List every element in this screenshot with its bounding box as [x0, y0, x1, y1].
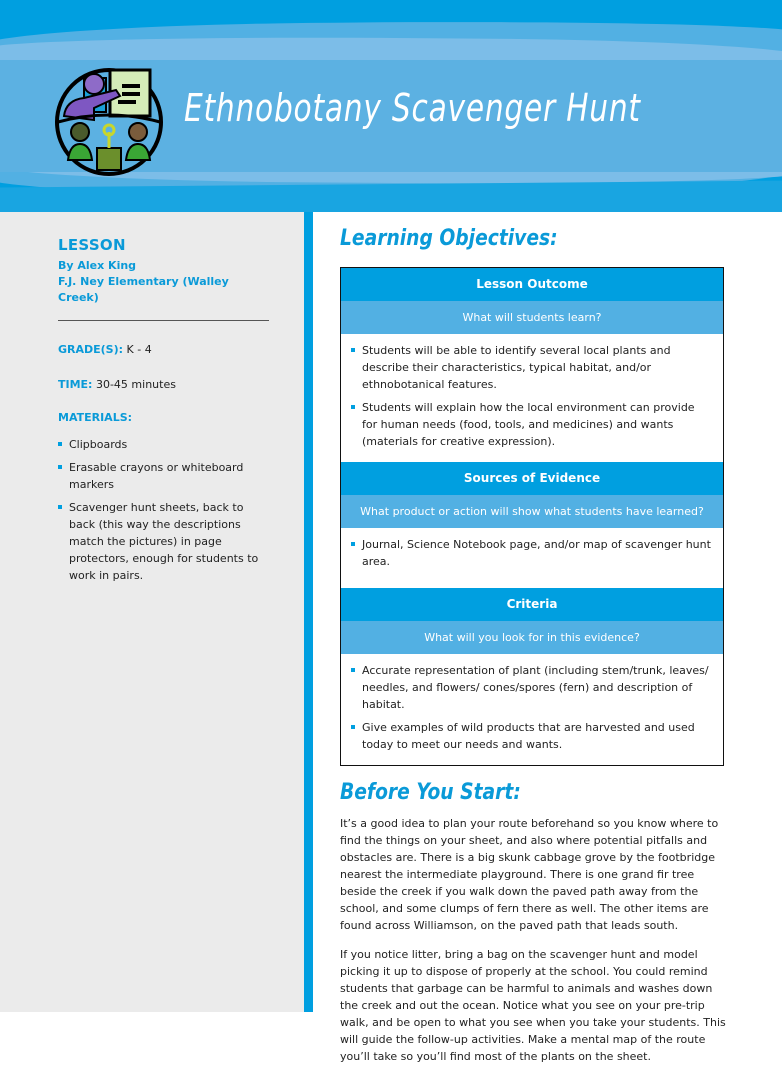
list-item: Clipboards: [58, 436, 270, 453]
divider: [58, 320, 269, 321]
section-title: Sources of Evidence: [341, 462, 723, 495]
time-value: 30-45 minutes: [95, 378, 176, 391]
materials-label: MATERIALS:: [58, 411, 133, 424]
lesson-label: LESSON: [58, 236, 126, 254]
section-title: Lesson Outcome: [341, 268, 723, 301]
time-field: [58, 378, 270, 391]
objectives-heading: Learning Objectives:: [340, 226, 558, 251]
column-divider: [304, 212, 313, 1012]
grades-value: K - 4: [126, 343, 152, 356]
list-item: Accurate representation of plant (including stem/trunk, leaves/ needles, and flowers/ cones/spores (fern) and description of habitat.: [351, 662, 713, 713]
section-question: What will you look for in this evidence?: [341, 621, 723, 654]
list-item: Scavenger hunt sheets, back to back (this way the descriptions match the pictures) in page protectors, enough for students to work in pairs.: [58, 499, 270, 584]
header-banner: [0, 0, 782, 212]
list-item: Students will explain how the local environment can provide for human needs (food, tools, and medicines) and wants (materials for creative expression).: [351, 399, 713, 450]
section-title: Criteria: [341, 588, 723, 621]
materials-list: [58, 436, 270, 584]
author: By Alex King: [58, 259, 137, 272]
objectives-table: [340, 267, 724, 766]
grades-field: [58, 343, 270, 356]
school: F.J. Ney Elementary (Walley Creek): [58, 275, 229, 304]
teacher-presenting-icon: [54, 64, 164, 176]
paragraph: If you notice litter, bring a bag on the scavenger hunt and model picking it up to dispose of properly at the school. You could remind students that garbage can be harmful to animals and washes down the creek and out the ocean. Notice what you see on your pre-trip walk, and be open to what you see when you take your students. This will guide the follow-up activities. Make a mental map of the route you’ll take so you’ll find most of the plants on the sheet.: [340, 948, 726, 1063]
before-heading: Before You Start:: [340, 780, 521, 805]
list-item: Erasable crayons or whiteboard markers: [58, 459, 270, 493]
list-item: Give examples of wild products that are harvested and used today to meet our needs and wants.: [351, 719, 713, 753]
lesson-sidebar: [0, 212, 304, 1012]
paragraph: It’s a good idea to plan your route beforehand so you know where to find the things on your sheet, and also where potential pitfalls and obstacles are. There is a big skunk cabbage grove by the footbridge nearest the intermediate playground. There is one grand fir tree beside the creek if you walk down the paved path away from the school, and some clumps of fern there as well. The other items are found across Williamson, on the paved path that leads south.: [340, 817, 719, 932]
list-item: Students will be able to identify several local plants and describe their characteristics, typical habitat, and/or ethnobotanical features.: [351, 342, 713, 393]
list-item: Journal, Science Notebook page, and/or map of scavenger hunt area.: [351, 536, 713, 570]
main-content: [340, 226, 730, 1065]
time-label: TIME:: [58, 378, 93, 391]
page-title: Ethnobotany Scavenger Hunt: [184, 86, 641, 130]
section-question: What product or action will show what students have learned?: [341, 495, 723, 528]
grades-label: GRADE(S):: [58, 343, 124, 356]
section-question: What will students learn?: [341, 301, 723, 334]
